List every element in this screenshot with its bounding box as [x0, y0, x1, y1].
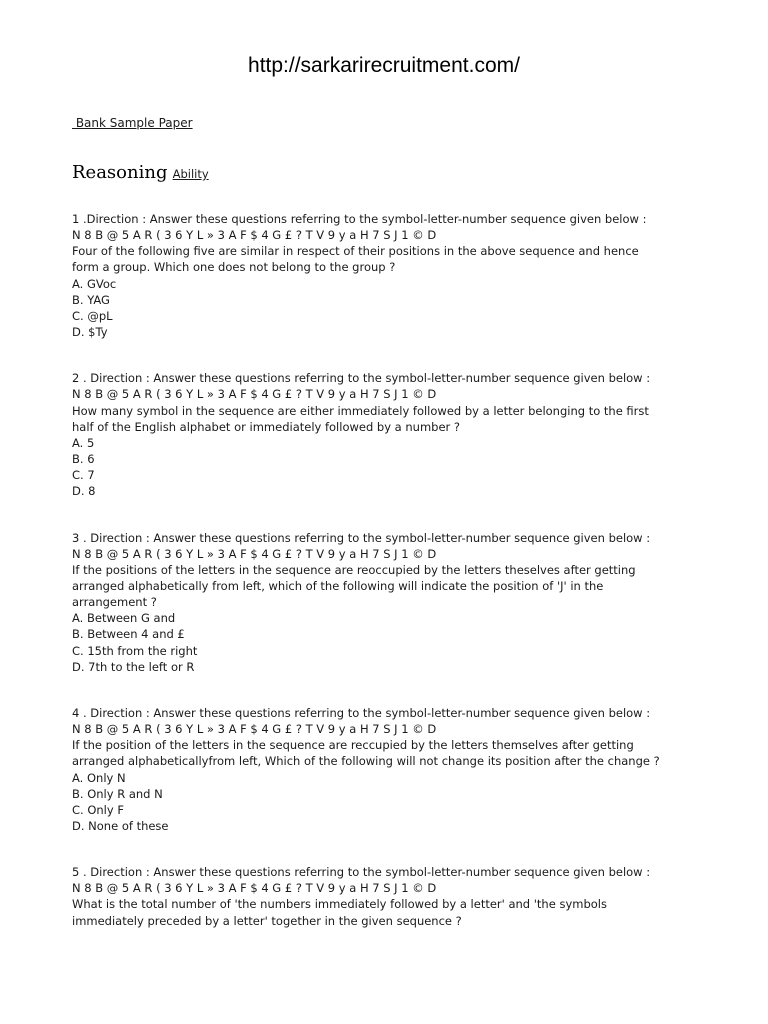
question-list	[72, 211, 712, 959]
question-text-line: If the positions of the letters in the sequence are reoccupied by the letters theselves after getting	[72, 562, 636, 577]
section-heading	[72, 162, 209, 183]
answer-option-d: D. 7th to the left or R	[72, 659, 195, 674]
question-4	[72, 705, 712, 834]
answer-option-c: C. @pL	[72, 308, 113, 323]
question-direction: 1 .Direction : Answer these questions referring to the symbol-letter-number sequence given below :	[72, 212, 647, 226]
question-direction: 2 . Direction : Answer these questions referring to the symbol-letter-number sequence given below :	[72, 371, 651, 386]
answer-option-a: A. GVoc	[72, 276, 117, 291]
question-direction: 4 . Direction : Answer these questions referring to the symbol-letter-number sequence given below :	[72, 705, 651, 720]
question-text-line: immediately preceded by a letter' together in the given sequence ?	[72, 913, 462, 928]
question-text-line: Four of the following five are similar in respect of their positions in the above sequence and hence	[72, 244, 639, 259]
answer-option-c: C. 7	[72, 468, 95, 483]
question-sequence: N 8 B @ 5 A R ( 3 6 Y L » 3 A F $ 4 G £ ? T V 9 y a H 7 S J 1 © D	[72, 387, 437, 402]
section-subtitle: Ability	[172, 167, 209, 181]
question-5	[72, 864, 712, 929]
answer-option-d: D. None of these	[72, 819, 169, 833]
answer-option-b: B. 6	[72, 452, 95, 467]
question-sequence: N 8 B @ 5 A R ( 3 6 Y L » 3 A F $ 4 G £ ? T V 9 y a H 7 S J 1 © D	[72, 881, 437, 896]
question-text-line: What is the total number of 'the numbers immediately followed by a letter' and 'the symbols	[72, 897, 607, 912]
question-text-line: arranged alphabetically from left, which of the following will indicate the position of 'J' in the	[72, 578, 604, 593]
question-direction: 5 . Direction : Answer these questions referring to the symbol-letter-number sequence given below :	[72, 865, 651, 880]
question-3	[72, 530, 712, 675]
question-text-line: How many symbol in the sequence are either immediately followed by a letter belonging to the first	[72, 403, 649, 418]
question-text-line: arranged alphabeticallyfrom left, Which of the following will not change its position after the change ?	[72, 754, 660, 769]
answer-option-d: D. 8	[72, 484, 96, 499]
question-text-line: arrangement ?	[72, 595, 157, 610]
answer-option-b: B. YAG	[72, 292, 110, 307]
document-subtitle: Bank Sample Paper	[72, 116, 193, 130]
question-sequence: N 8 B @ 5 A R ( 3 6 Y L » 3 A F $ 4 G £ ? T V 9 y a H 7 S J 1 © D	[72, 546, 437, 561]
question-direction: 3 . Direction : Answer these questions referring to the symbol-letter-number sequence given below :	[72, 530, 651, 545]
section-title: Reasoning	[72, 162, 168, 183]
question-text-line: form a group. Which one does not belong to the group ?	[72, 260, 396, 275]
question-text-line: half of the English alphabet or immediately followed by a number ?	[72, 419, 461, 434]
site-url-header: http://sarkarirecruitment.com/	[248, 54, 520, 77]
answer-option-d: D. $Ty	[72, 325, 108, 340]
answer-option-b: B. Between 4 and £	[72, 627, 185, 642]
question-sequence: N 8 B @ 5 A R ( 3 6 Y L » 3 A F $ 4 G £ ? T V 9 y a H 7 S J 1 © D	[72, 722, 437, 737]
answer-option-c: C. Only F	[72, 802, 124, 817]
question-text-line: If the position of the letters in the sequence are reccupied by the letters themselves after getting	[72, 738, 634, 753]
answer-option-a: A. 5	[72, 435, 95, 450]
question-2	[72, 370, 712, 499]
answer-option-a: A. Only N	[72, 770, 126, 785]
answer-option-b: B. Only R and N	[72, 786, 163, 801]
answer-option-c: C. 15th from the right	[72, 643, 198, 658]
question-sequence: N 8 B @ 5 A R ( 3 6 Y L » 3 A F $ 4 G £ ? T V 9 y a H 7 S J 1 © D	[72, 228, 437, 243]
answer-option-a: A. Between G and	[72, 611, 176, 626]
question-1	[72, 211, 712, 340]
